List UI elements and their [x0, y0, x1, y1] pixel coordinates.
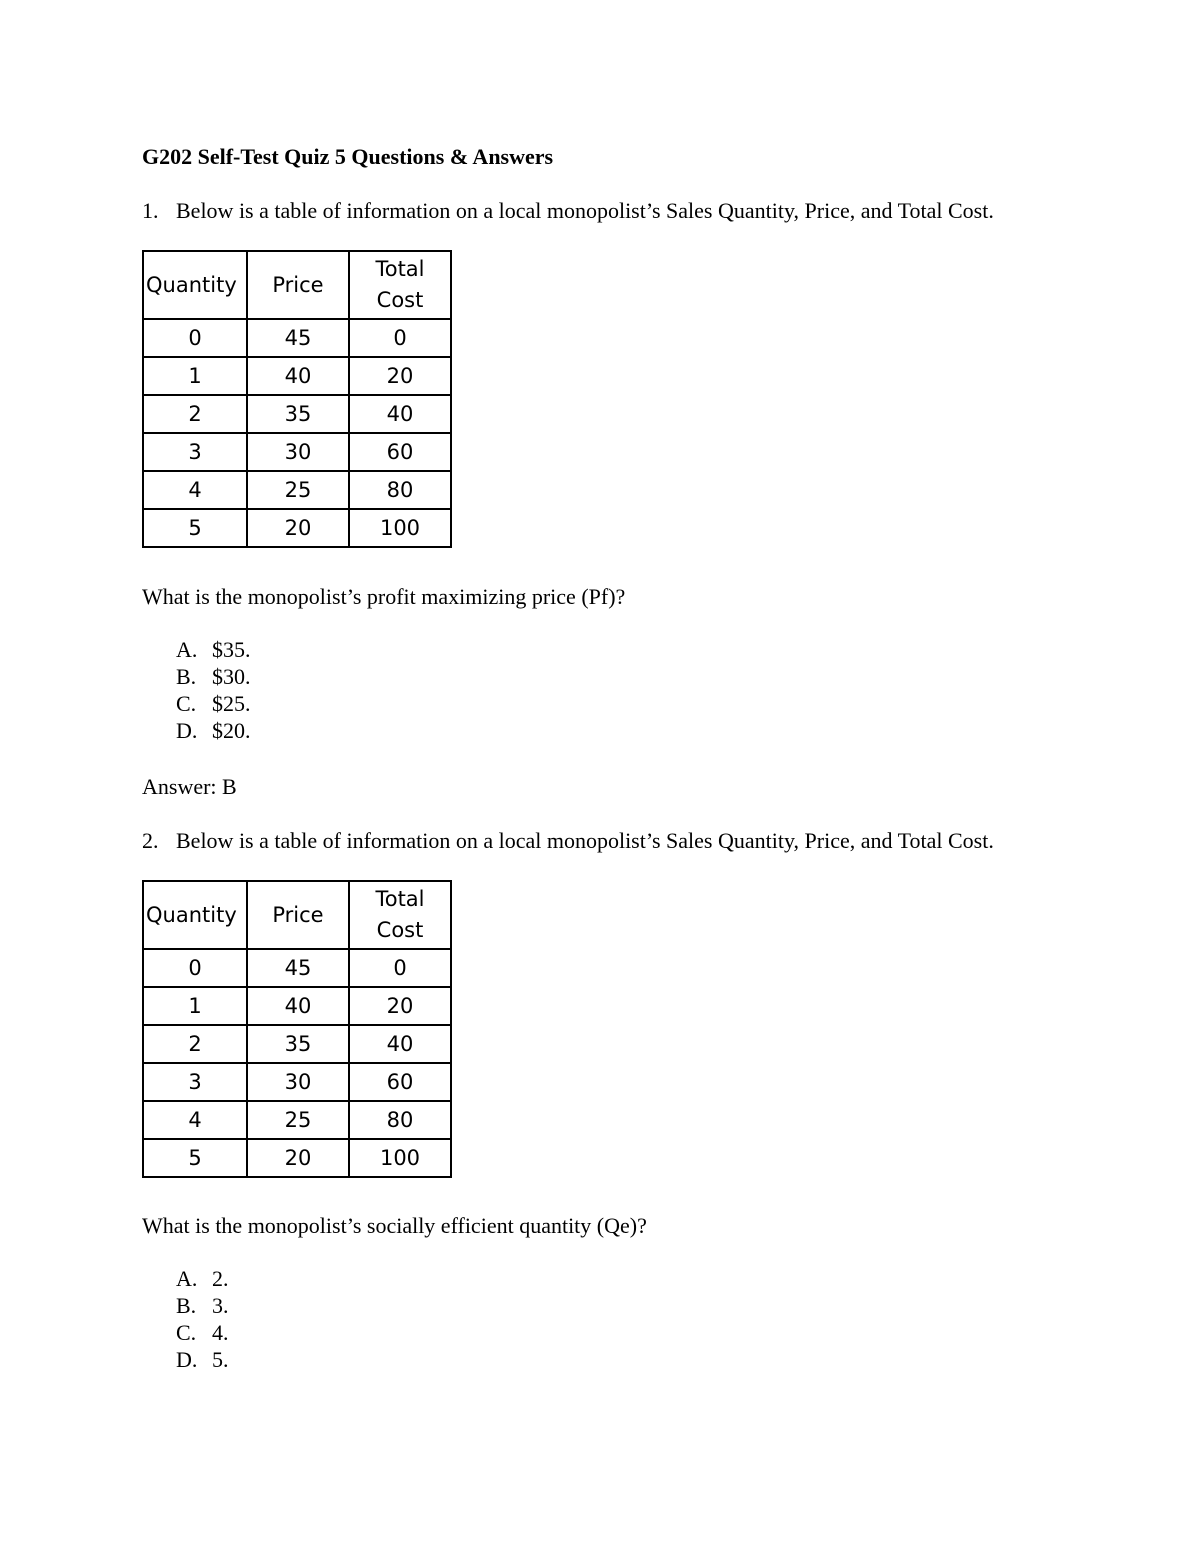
table-cell: 25	[247, 1101, 349, 1139]
table-cell: 40	[349, 395, 451, 433]
table-cell: 100	[349, 509, 451, 547]
table-cell: 20	[349, 987, 451, 1025]
question-intro-text: Below is a table of information on a local monopolist’s Sales Quantity, Price, and Total Cost.	[176, 828, 994, 853]
table-cell: 3	[143, 433, 247, 471]
table-cell: 2	[143, 395, 247, 433]
option-letter: B.	[176, 1293, 197, 1318]
table-cell: 40	[349, 1025, 451, 1063]
table-cell: 0	[349, 949, 451, 987]
table-cell: 20	[247, 509, 349, 547]
option-text: $30.	[212, 664, 251, 689]
table-header-row	[143, 251, 451, 319]
table-cell: 4	[143, 1101, 247, 1139]
table-row	[143, 1025, 451, 1063]
table-cell: 80	[349, 471, 451, 509]
table-cell: 0	[143, 949, 247, 987]
question-2-intro	[142, 827, 994, 855]
column-header-total-cost: Total Cost	[349, 251, 451, 319]
option-text: $20.	[212, 718, 251, 743]
table-row	[143, 357, 451, 395]
option-b	[176, 663, 251, 690]
option-c	[176, 690, 251, 717]
question-number: 2.	[142, 828, 159, 853]
column-header-quantity: Quantity	[143, 251, 247, 319]
option-text: $35.	[212, 637, 251, 662]
table-cell: 40	[247, 987, 349, 1025]
table-cell: 20	[247, 1139, 349, 1177]
option-letter: B.	[176, 664, 197, 689]
table-cell: 80	[349, 1101, 451, 1139]
table-cell: 4	[143, 471, 247, 509]
option-d	[176, 717, 251, 744]
question-1-options	[176, 636, 251, 744]
table-row	[143, 509, 451, 547]
option-letter: A.	[176, 637, 198, 662]
table-row	[143, 1139, 451, 1177]
option-letter: D.	[176, 718, 198, 743]
table-row	[143, 987, 451, 1025]
table-row	[143, 1063, 451, 1101]
table-cell: 0	[143, 319, 247, 357]
table-cell: 35	[247, 395, 349, 433]
table-cell: 45	[247, 319, 349, 357]
question-2-table	[142, 880, 452, 1178]
question-2-prompt: What is the monopolist’s socially efficient quantity (Qe)?	[142, 1213, 647, 1238]
table-row	[143, 471, 451, 509]
option-letter: C.	[176, 691, 197, 716]
table-cell: 40	[247, 357, 349, 395]
option-a	[176, 1265, 229, 1292]
column-header-price: Price	[247, 881, 349, 949]
table-cell: 20	[349, 357, 451, 395]
table-cell: 3	[143, 1063, 247, 1101]
table-cell: 5	[143, 1139, 247, 1177]
question-intro-text: Below is a table of information on a local monopolist’s Sales Quantity, Price, and Total Cost.	[176, 198, 994, 223]
question-1-answer: Answer: B	[142, 774, 237, 799]
question-2-options	[176, 1265, 229, 1373]
option-text: 5.	[212, 1347, 229, 1372]
table-row	[143, 949, 451, 987]
option-d	[176, 1346, 229, 1373]
option-c	[176, 1319, 229, 1346]
column-header-total-cost: Total Cost	[349, 881, 451, 949]
question-number: 1.	[142, 198, 159, 223]
table-row	[143, 395, 451, 433]
option-letter: D.	[176, 1347, 198, 1372]
table-cell: 25	[247, 471, 349, 509]
option-b	[176, 1292, 229, 1319]
table-cell: 30	[247, 1063, 349, 1101]
option-a	[176, 636, 251, 663]
option-text: $25.	[212, 691, 251, 716]
page-title: G202 Self-Test Quiz 5 Questions & Answers	[142, 144, 554, 169]
column-header-quantity: Quantity	[143, 881, 247, 949]
table-cell: 5	[143, 509, 247, 547]
question-1-intro	[142, 197, 994, 225]
option-letter: A.	[176, 1266, 198, 1291]
option-text: 2.	[212, 1266, 229, 1291]
option-letter: C.	[176, 1320, 197, 1345]
question-1-table	[142, 250, 452, 548]
table-cell: 1	[143, 987, 247, 1025]
question-1-prompt: What is the monopolist’s profit maximizing price (Pf)?	[142, 584, 626, 609]
table-cell: 45	[247, 949, 349, 987]
table-cell: 100	[349, 1139, 451, 1177]
table-row	[143, 319, 451, 357]
table-row	[143, 433, 451, 471]
table-cell: 60	[349, 1063, 451, 1101]
option-text: 4.	[212, 1320, 229, 1345]
table-cell: 1	[143, 357, 247, 395]
option-text: 3.	[212, 1293, 229, 1318]
table-cell: 35	[247, 1025, 349, 1063]
table-cell: 30	[247, 433, 349, 471]
table-cell: 2	[143, 1025, 247, 1063]
table-cell: 0	[349, 319, 451, 357]
table-row	[143, 1101, 451, 1139]
column-header-price: Price	[247, 251, 349, 319]
table-cell: 60	[349, 433, 451, 471]
table-header-row	[143, 881, 451, 949]
